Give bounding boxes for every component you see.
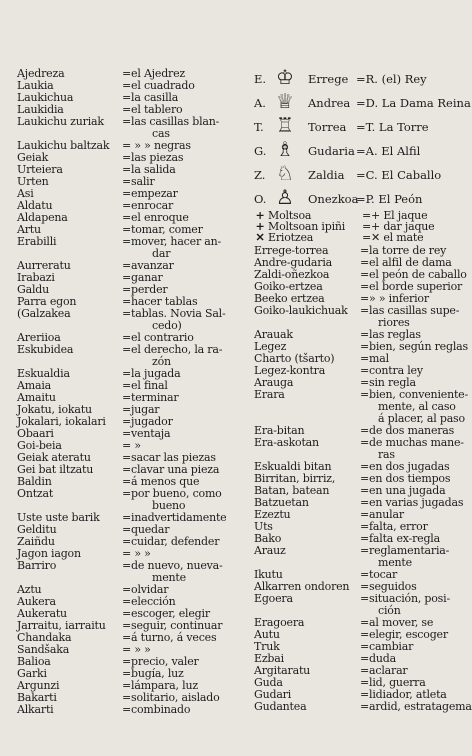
- glossary-meaning: =cuidar, defender: [122, 535, 220, 548]
- glossary-term: Andre-gudaria: [254, 256, 333, 269]
- glossary-term: Goi-beia: [17, 439, 62, 452]
- glossary-term: Alkarren ondoren: [254, 580, 350, 593]
- glossary-term: Autu: [254, 628, 280, 641]
- piece-row: [252, 114, 472, 138]
- glossary-meaning: =el final: [122, 379, 168, 392]
- glossary-meaning: =las casillas supe-: [360, 304, 460, 317]
- glossary-meaning: =quedar: [122, 523, 170, 536]
- glossary-term: Urteiera: [17, 163, 63, 176]
- glossary-meaning: =las reglas: [360, 328, 421, 341]
- glossary-meaning: =bugía, luz: [122, 667, 184, 680]
- glossary-term: Gudari: [254, 688, 292, 701]
- glossary-meaning: =en una jugada: [360, 484, 446, 497]
- glossary-term: Uste uste barik: [17, 511, 100, 524]
- piece-meaning: =D. La Dama Reina: [356, 96, 471, 110]
- glossary-meaning: =el alfil de dama: [360, 256, 452, 269]
- glossary-term: Artu: [17, 223, 41, 236]
- glossary-term: Era-bitan: [254, 424, 305, 437]
- glossary-term: Galdu: [17, 283, 49, 296]
- glossary-term: Aldapena: [17, 211, 68, 224]
- glossary-term: Laukichua: [17, 91, 74, 104]
- glossary-term: Egoera: [254, 592, 293, 605]
- glossary-meaning: =elección: [122, 595, 176, 608]
- symbol-meaning: =✕ el mate: [362, 231, 424, 244]
- glossary-term: Charto (tšarto): [254, 352, 335, 365]
- glossary-meaning: = » » negras: [122, 139, 191, 152]
- glossary-meaning: cedo): [152, 319, 182, 332]
- glossary-meaning: =contra ley: [360, 364, 423, 377]
- glossary-meaning: á placer, al paso: [378, 412, 465, 425]
- glossary-meaning: =inadvertidamente: [122, 511, 227, 524]
- glossary-meaning: =de muchas mane-: [360, 436, 464, 449]
- glossary-term: Parra egon: [17, 295, 77, 308]
- glossary-term: Guda: [254, 676, 283, 689]
- glossary-term: Gudantea: [254, 700, 307, 713]
- glossary-term: Eskualdia: [17, 367, 70, 380]
- glossary-meaning: =las casillas blan-: [122, 115, 220, 128]
- glossary-meaning: =terminar: [122, 391, 179, 404]
- glossary-meaning: =la torre de rey: [360, 244, 447, 257]
- glossary-term: Bakarti: [17, 691, 57, 704]
- glossary-meaning: ción: [378, 604, 401, 617]
- glossary-meaning: =de dos maneras: [360, 424, 455, 437]
- piece-name: Zaldia: [308, 168, 345, 182]
- glossary-term: Sandšaka: [17, 643, 70, 656]
- glossary-term: Eragoera: [254, 616, 305, 629]
- glossary-term: Gei bat iltzatu: [17, 463, 94, 476]
- symbol-meaning: =+ dar jaque: [362, 220, 435, 233]
- glossary-term: Zaldi-oñezkoa: [254, 268, 330, 281]
- piece-letter: O.: [254, 192, 267, 206]
- plus-icon: +: [255, 220, 265, 233]
- glossary-meaning: =en dos jugadas: [360, 460, 450, 473]
- glossary-meaning: =mover, hacer an-: [122, 235, 222, 248]
- glossary-meaning: =enrocar: [122, 199, 174, 212]
- glossary-term: Irabazi: [17, 271, 55, 284]
- glossary-meaning: =el borde superior: [360, 280, 463, 293]
- glossary-term: Geiak: [17, 151, 49, 164]
- glossary-meaning: =seguir, continuar: [122, 619, 223, 632]
- glossary-meaning: =sin regla: [360, 376, 416, 389]
- glossary-meaning: =reglamentaria-: [360, 544, 450, 557]
- glossary-meaning: =bien, conveniente-: [360, 388, 468, 401]
- piece-meaning: =C. El Caballo: [356, 168, 442, 182]
- piece-meaning: =T. La Torre: [356, 120, 429, 134]
- glossary-meaning: =en varias jugadas: [360, 496, 464, 509]
- glossary-term: Laukichu baltzak: [17, 139, 110, 152]
- glossary-meaning: =lidiador, atleta: [360, 688, 447, 701]
- glossary-meaning: =empezar: [122, 187, 178, 200]
- glossary-term: Obaari: [17, 427, 54, 440]
- glossary-term: Uts: [254, 520, 273, 533]
- glossary-meaning: =cambiar: [360, 640, 414, 653]
- glossary-meaning: =al mover, se: [360, 616, 434, 629]
- glossary-term: Jarraitu, iarraitu: [17, 619, 106, 632]
- glossary-term: Areriioa: [17, 331, 61, 344]
- glossary-meaning: =jugador: [122, 415, 173, 428]
- glossary-meaning: =elegir, escoger: [360, 628, 448, 641]
- glossary-term: Ikutu: [254, 568, 283, 581]
- glossary-term: Amaitu: [17, 391, 56, 404]
- queen-icon: ♕: [276, 89, 294, 113]
- glossary-term: Aldatu: [17, 199, 53, 212]
- glossary-meaning: =clavar una pieza: [122, 463, 220, 476]
- glossary-term: Era-askotan: [254, 436, 319, 449]
- plus-icon: +: [255, 209, 265, 222]
- glossary-term: Beeko ertzea: [254, 292, 325, 305]
- piece-name: Errege: [308, 72, 349, 86]
- glossary-term: Goiko-laukichuak: [254, 304, 348, 317]
- glossary-term: Arauz: [254, 544, 286, 557]
- glossary-term: Urten: [17, 175, 49, 188]
- glossary-meaning: mente, al caso: [378, 400, 456, 413]
- glossary-meaning: =tomar, comer: [122, 223, 203, 236]
- glossary-meaning: =la salida: [122, 163, 176, 176]
- glossary-term: Legez: [254, 340, 287, 353]
- glossary-term: Jagon iagon: [17, 547, 81, 560]
- glossary-term: Eskualdi bitan: [254, 460, 332, 473]
- glossary-term: Argunzi: [17, 679, 60, 692]
- piece-letter: Z.: [254, 168, 266, 182]
- glossary-term: Asi: [17, 187, 34, 200]
- glossary-meaning: bueno: [152, 499, 186, 512]
- symbol-term: Moltsoa: [268, 209, 312, 222]
- glossary-meaning: =por bueno, como: [122, 487, 222, 500]
- glossary-term: Zaiñdu: [17, 535, 55, 548]
- piece-row: [252, 138, 472, 162]
- glossary-meaning: = »: [122, 439, 141, 452]
- glossary-meaning: =avanzar: [122, 259, 174, 272]
- glossary-term: Truk: [254, 640, 280, 653]
- symbol-meaning: =+ El jaque: [362, 209, 428, 222]
- symbol-term: Moltsoan ipiñi: [268, 220, 346, 233]
- glossary-meaning: =las piezas: [122, 151, 184, 164]
- knight-icon: ♘: [276, 161, 294, 185]
- pawn-icon: ♙: [276, 185, 294, 209]
- glossary-meaning: =el contrario: [122, 331, 194, 344]
- glossary-term: Aurreratu: [17, 259, 71, 272]
- glossary-meaning: =el Ajedrez: [122, 67, 186, 80]
- glossary-term: Garki: [17, 667, 47, 680]
- glossary-meaning: =hacer tablas: [122, 295, 198, 308]
- glossary-meaning: =seguidos: [360, 580, 417, 593]
- piece-row: [252, 90, 472, 114]
- glossary-meaning: =la jugada: [122, 367, 181, 380]
- glossary-meaning: =falta ex-regla: [360, 532, 440, 545]
- piece-name: Onezkoa: [308, 192, 359, 206]
- glossary-term: Jokalari, iokalari: [17, 415, 106, 428]
- glossary-term: Aukera: [17, 595, 56, 608]
- glossary-term: Baldin: [17, 475, 52, 488]
- glossary-term: Laukichu zuriak: [17, 115, 104, 128]
- glossary-term: Ezeztu: [254, 508, 291, 521]
- glossary-meaning: =el enroque: [122, 211, 189, 224]
- glossary-meaning: =» » inferior: [360, 292, 429, 305]
- glossary-term: Jokatu, iokatu: [17, 403, 92, 416]
- glossary-term: Batan, batean: [254, 484, 330, 497]
- glossary-meaning: =mal: [360, 352, 389, 365]
- glossary-meaning: =en dos tiempos: [360, 472, 451, 485]
- piece-meaning: =R. (el) Rey: [356, 72, 427, 86]
- glossary-meaning: =el cuadrado: [122, 79, 195, 92]
- glossary-term: Barriro: [17, 559, 57, 572]
- glossary-meaning: =olvidar: [122, 583, 169, 596]
- glossary-meaning: mente: [378, 556, 412, 569]
- glossary-meaning: =falta, error: [360, 520, 428, 533]
- glossary-meaning: =el peón de caballo: [360, 268, 467, 281]
- glossary-term: Aukeratu: [17, 607, 67, 620]
- glossary-term: Laukidia: [17, 103, 64, 116]
- glossary-meaning: =ventaja: [122, 427, 171, 440]
- chess-pieces-table: [252, 66, 472, 210]
- piece-meaning: =A. El Alfil: [356, 144, 421, 158]
- glossary-meaning: =precio, valer: [122, 655, 199, 668]
- piece-letter: A.: [254, 96, 266, 110]
- glossary-meaning: =escoger, elegir: [122, 607, 210, 620]
- glossary-meaning: ras: [378, 448, 395, 461]
- piece-row: [252, 186, 472, 210]
- glossary-meaning: =aclarar: [360, 664, 408, 677]
- glossary-meaning: =ganar: [122, 271, 163, 284]
- glossary-term: Goiko-ertzea: [254, 280, 323, 293]
- piece-row: [252, 66, 472, 90]
- glossary-term: Aztu: [17, 583, 42, 596]
- glossary-term: Balioa: [17, 655, 51, 668]
- glossary-term: Birritan, birriz,: [254, 472, 336, 485]
- glossary-meaning: =solitario, aislado: [122, 691, 220, 704]
- glossary-meaning: =ardid, estratagema: [360, 700, 472, 713]
- glossary-meaning: =lámpara, luz: [122, 679, 198, 692]
- glossary-meaning: =la casilla: [122, 91, 179, 104]
- glossary-meaning: =tocar: [360, 568, 398, 581]
- glossary-meaning: =combinado: [122, 703, 191, 716]
- glossary-meaning: mente: [152, 571, 186, 584]
- glossary-term: Arauga: [254, 376, 294, 389]
- glossary-meaning: zón: [152, 355, 171, 368]
- glossary-meaning: = » »: [122, 643, 151, 656]
- glossary-term: Errege-torrea: [254, 244, 329, 257]
- piece-row: [252, 162, 472, 186]
- glossary-meaning: =jugar: [122, 403, 160, 416]
- glossary-term: Geiak ateratu: [17, 451, 91, 464]
- piece-letter: G.: [254, 144, 267, 158]
- glossary-meaning: =situación, posi-: [360, 592, 450, 605]
- cross-icon: ✕: [255, 231, 265, 244]
- glossary-term: Ontzat: [17, 487, 54, 500]
- glossary-term: Laukia: [17, 79, 54, 92]
- piece-name: Torrea: [308, 120, 347, 134]
- glossary-term: Chandaka: [17, 631, 72, 644]
- glossary-term: Erara: [254, 388, 285, 401]
- piece-name: Gudaria: [308, 144, 355, 158]
- glossary-meaning: cas: [152, 127, 170, 140]
- glossary-meaning: =sacar las piezas: [122, 451, 216, 464]
- bishop-icon: ♗: [276, 137, 294, 161]
- glossary-meaning: =anular: [360, 508, 404, 521]
- piece-meaning: =P. El Peón: [356, 192, 423, 206]
- king-icon: ♔: [276, 65, 294, 89]
- glossary-meaning: =duda: [360, 652, 396, 665]
- glossary-meaning: =perder: [122, 283, 168, 296]
- glossary-term: (Galzakea: [17, 307, 71, 320]
- glossary-meaning: = » »: [122, 547, 151, 560]
- rook-icon: ♖: [276, 113, 294, 137]
- glossary-meaning: =salir: [122, 175, 155, 188]
- glossary-meaning: =lid, guerra: [360, 676, 426, 689]
- glossary-meaning: =el derecho, la ra-: [122, 343, 223, 356]
- glossary-meaning: dar: [152, 247, 171, 260]
- glossary-meaning: =tablas. Novia Sal-: [122, 307, 226, 320]
- piece-letter: E.: [254, 72, 267, 86]
- glossary-term: Argitaratu: [254, 664, 311, 677]
- glossary-term: Amaia: [17, 379, 52, 392]
- glossary-meaning: =bien, según reglas: [360, 340, 468, 353]
- glossary-meaning: =el tablero: [122, 103, 183, 116]
- glossary-meaning: riores: [378, 316, 410, 329]
- glossary-term: Arauak: [254, 328, 293, 341]
- glossary-term: Erabilli: [17, 235, 57, 248]
- glossary-term: Ajedreza: [17, 67, 65, 80]
- glossary-meaning: =á menos que: [122, 475, 200, 488]
- piece-letter: T.: [254, 120, 264, 134]
- symbol-term: Eriotzea: [268, 231, 314, 244]
- glossary-term: Alkarti: [17, 703, 54, 716]
- glossary-term: Legez-kontra: [254, 364, 326, 377]
- piece-name: Andrea: [308, 96, 351, 110]
- glossary-term: Eskubidea: [17, 343, 74, 356]
- glossary-term: Batzuetan: [254, 496, 309, 509]
- glossary-term: Bako: [254, 532, 282, 545]
- glossary-meaning: =á turno, á veces: [122, 631, 217, 644]
- glossary-term: Gelditu: [17, 523, 57, 536]
- glossary-term: Ezbai: [254, 652, 284, 665]
- glossary-meaning: =de nuevo, nueva-: [122, 559, 223, 572]
